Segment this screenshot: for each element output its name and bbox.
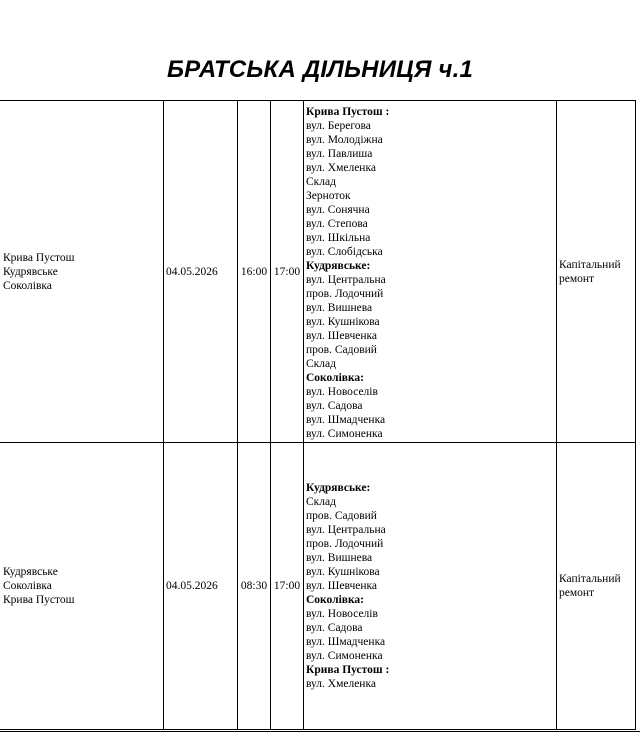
end-time-cell: 17:00	[271, 443, 304, 730]
street-item: вул. Сонячна	[306, 204, 370, 216]
location-name: Крива Пустош	[3, 594, 75, 606]
village-heading: Кудрявське:	[306, 482, 371, 494]
street-item: вул. Садова	[306, 400, 363, 412]
street-item: вул. Садова	[306, 622, 363, 634]
locations-cell	[0, 101, 164, 443]
street-item: вул. Хмеленка	[306, 162, 376, 174]
location-name: Соколівка	[3, 279, 52, 292]
village-heading: Соколівка:	[306, 594, 365, 606]
street-item: пров. Садовий	[306, 510, 377, 522]
street-item: вул. Новоселів	[306, 386, 378, 398]
village-heading: Соколівка:	[306, 372, 365, 384]
street-item: Склад	[306, 358, 336, 370]
street-item: вул. Вишнева	[306, 302, 373, 314]
location-name: Крива Пустош	[3, 251, 75, 264]
street-item: вул. Кушнікова	[306, 566, 380, 578]
page-title: БРАТСЬКА ДІЛЬНИЦЯ ч.1	[166, 56, 474, 83]
street-item: вул. Центральна	[306, 524, 386, 536]
street-item: вул. Симоненка	[306, 650, 383, 662]
street-item: вул. Шевченка	[306, 330, 378, 342]
street-item: пров. Лодочний	[306, 538, 384, 550]
start-time-cell: 16:00	[238, 101, 271, 443]
street-item: Зерноток	[306, 190, 351, 202]
reason-cell: Капітальний ремонт	[557, 443, 636, 730]
bottom-border-line	[0, 731, 640, 732]
locations-cell	[0, 443, 164, 730]
outage-schedule-table	[0, 100, 636, 730]
street-item: вул. Берегова	[306, 120, 371, 132]
street-item: вул. Павлиша	[306, 148, 373, 160]
village-heading: Крива Пустош :	[306, 664, 390, 676]
street-item: пров. Лодочний	[306, 288, 384, 300]
street-item: вул. Центральна	[306, 274, 386, 286]
street-item: вул. Новоселів	[306, 608, 378, 620]
street-item: пров. Садовий	[306, 344, 377, 356]
street-item: вул. Симоненка	[306, 428, 383, 440]
date-cell: 04.05.2026	[164, 443, 238, 730]
streets-cell	[304, 101, 557, 443]
street-item: вул. Хмеленка	[306, 678, 376, 690]
streets-cell	[304, 443, 557, 730]
location-name: Кудрявське	[3, 566, 58, 578]
street-item: Склад	[306, 176, 336, 188]
street-item: вул. Шмадченка	[306, 414, 386, 426]
street-item: вул. Кушнікова	[306, 316, 380, 328]
street-item: вул. Вишнева	[306, 552, 373, 564]
street-item: вул. Шевченка	[306, 580, 378, 592]
location-name: Кудрявське	[3, 265, 58, 278]
reason-cell: Капітальний ремонт	[557, 101, 636, 443]
location-name: Соколівка	[3, 580, 52, 592]
street-item: Склад	[306, 496, 336, 508]
date-cell: 04.05.2026	[164, 101, 238, 443]
street-item: вул. Шмадченка	[306, 636, 386, 648]
street-item: вул. Степова	[306, 218, 368, 230]
village-heading: Крива Пустош :	[306, 106, 390, 118]
table-row	[0, 101, 636, 443]
street-item: вул. Слобідська	[306, 246, 383, 258]
end-time-cell: 17:00	[271, 101, 304, 443]
village-heading: Кудрявське:	[306, 260, 371, 272]
street-item: вул. Молодіжна	[306, 134, 383, 146]
street-item: вул. Шкільна	[306, 232, 371, 244]
table-row	[0, 443, 636, 730]
start-time-cell: 08:30	[238, 443, 271, 730]
